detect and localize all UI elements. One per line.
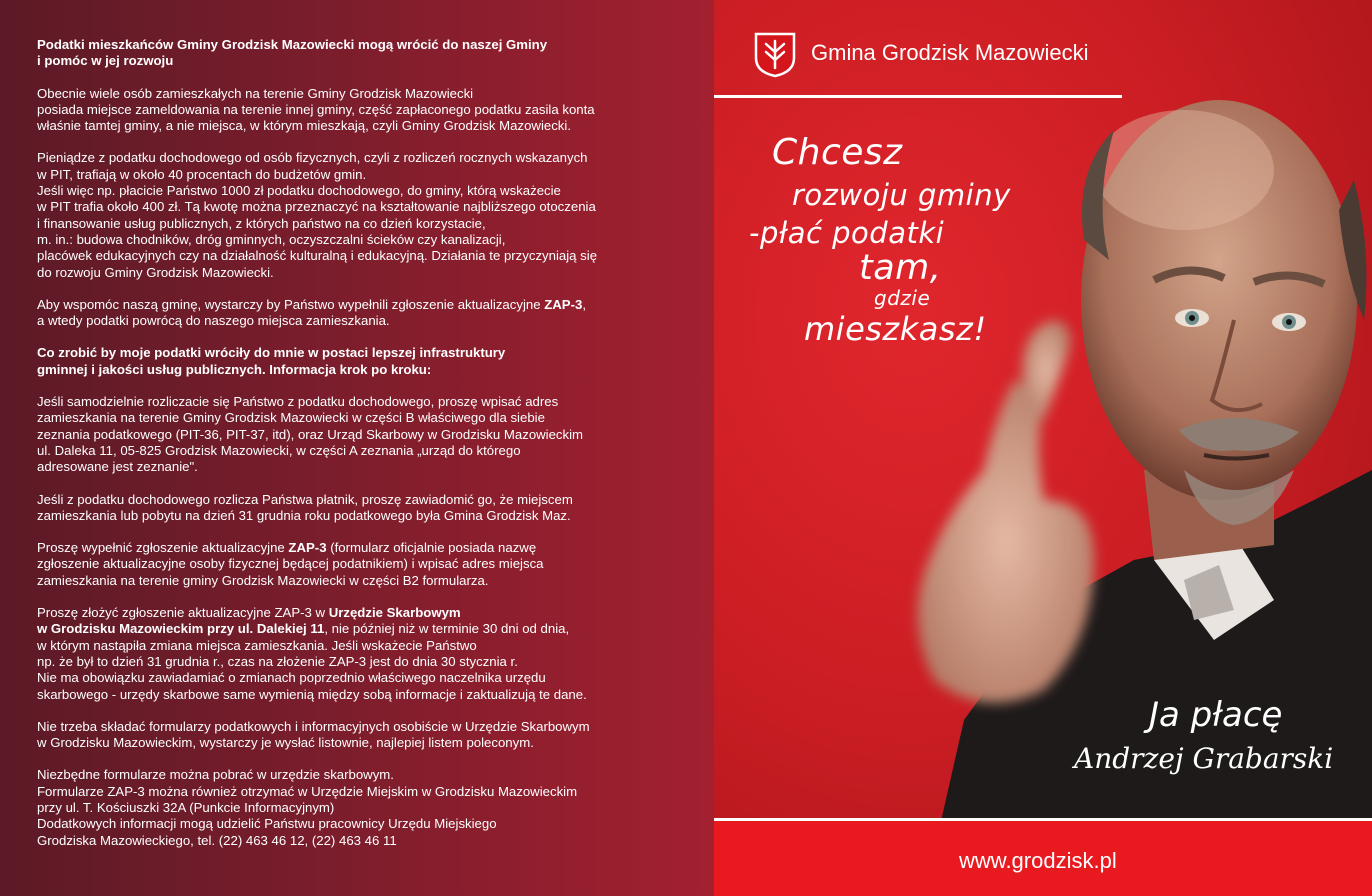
- slogan-line: tam,: [859, 248, 942, 288]
- text-line: zamieszkania lub pobytu na dzień 31 grudnia roku podatkowego była Gmina Grodzisk Maz.: [37, 507, 571, 523]
- paragraph-forms: [37, 767, 687, 848]
- text-line: Pieniądze z podatku dochodowego od osób fizycznych, czyli z rozliczeń rocznych wskazanych: [37, 150, 588, 166]
- slogan-line: mieszkasz!: [804, 310, 987, 348]
- website-link[interactable]: www.grodzisk.pl: [959, 848, 1117, 873]
- text-fragment: , nie później niż w terminie 30 dni od dnia,: [324, 621, 570, 637]
- tax-info-text: [37, 37, 687, 865]
- text-line: zgłoszenie aktualizacyjne osoby fizycznej będącej podatnikiem) i wpisać adres miejsca: [37, 556, 544, 572]
- slogan-line: rozwoju gminy: [792, 178, 1011, 212]
- address-emphasis: w Grodzisku Mazowieckim przy ul. Dalekiej 11: [37, 621, 325, 637]
- text-line: np. że był to dzień 31 grudnia r., czas na złożenie ZAP-3 jest do dnia 30 stycznia r.: [37, 653, 518, 669]
- zap3-emphasis: ZAP-3: [544, 296, 583, 312]
- text-line: Aby wspomóc naszą gminę, wystarczy by Państwo wypełnili zgłoszenie aktualizacyjne: [37, 296, 545, 312]
- text-line: Grodziska Mazowieckiego, tel. (22) 463 46 12, (22) 463 46 11: [37, 832, 397, 848]
- slogan-line: gdzie: [874, 286, 931, 310]
- text-line: Jeśli z podatku dochodowego rozlicza Państwa płatnik, proszę zawiadomić go, że miejscem: [37, 491, 573, 507]
- municipal-coat-of-arms-icon: [754, 32, 796, 78]
- slogan-line: Chcesz: [772, 132, 903, 173]
- text-line: Proszę złożyć zgłoszenie aktualizacyjne ZAP-3 w: [37, 605, 329, 621]
- text-line: placówek edukacyjnych czy na działalność kulturalną i edukacyjną. Działania te przyczyniają się: [37, 248, 598, 264]
- text-line: zeznania podatkowego (PIT-36, PIT-37, itd), oraz Urząd Skarbowy w Grodzisku Mazowieckim: [37, 426, 584, 442]
- campaign-poster: [714, 0, 1372, 896]
- text-line: ul. Daleka 11, 05-825 Grodzisk Mazowiecki, w części A zeznania „urząd do którego: [37, 442, 521, 458]
- text-line: a wtedy podatki powrócą do naszego miejsca zamieszkania.: [37, 313, 390, 329]
- text-line: skarbowego - urzędy skarbowe same wymienią między sobą informacje i zaktualizują te dane.: [37, 686, 587, 702]
- text-line: Jeśli więc np. płacicie Państwo 1000 zł podatku dochodowego, do gminy, którą wskażecie: [37, 183, 561, 199]
- text-line: zamieszkania na terenie gminy Grodzisk Mazowiecki w części B2 formularza.: [37, 572, 489, 588]
- paragraph-income-tax: [37, 150, 687, 280]
- text-line: w którym nastąpiła zmiana miejsca zamieszkania. Jeśli wskażecie Państwo: [37, 637, 477, 653]
- signature: Andrzej Grabarski: [1074, 742, 1334, 775]
- text-line: i finansowanie usług publicznych, z których państwo na co dzień korzystacie,: [37, 215, 486, 231]
- heading-line: gminnej i jakości usług publicznych. Informacja krok po kroku:: [37, 361, 432, 377]
- text-line: do rozwoju Gminy Grodzisk Mazowiecki.: [37, 264, 274, 280]
- text-fragment: (formularz oficjalnie posiada nazwę: [326, 540, 537, 556]
- text-line: Jeśli samodzielnie rozliczacie się Państwo z podatku dochodowego, proszę wpisać adres: [37, 394, 559, 410]
- paragraph-payer: [37, 492, 687, 525]
- text-line: Nie trzeba składać formularzy podatkowych i informacyjnych osobiście w Urzędzie Skarbowym: [37, 718, 590, 734]
- paragraph-residents: [37, 86, 687, 135]
- heading-line: Podatki mieszkańców Gminy Grodzisk Mazowiecki mogą wrócić do naszej Gminy: [37, 37, 548, 52]
- text-line: Formularze ZAP-3 można również otrzymać w Urzędzie Miejskim w Grodzisku Mazowieckim: [37, 783, 578, 799]
- heading-line: i pomóc w jej rozwoju: [37, 53, 174, 69]
- heading-line: Co zrobić by moje podatki wróciły do mnie w postaci lepszej infrastruktury: [37, 345, 506, 361]
- signature-caption: Ja płacę: [1149, 695, 1283, 735]
- text-line: m. in.: budowa chodników, dróg gminnych, oczyszczalni ścieków czy kanalizacji,: [37, 231, 506, 247]
- zap3-emphasis: ZAP-3: [288, 540, 327, 556]
- office-emphasis: Urzędzie Skarbowym: [328, 605, 461, 621]
- text-line: zamieszkania na terenie Gminy Grodzisk Mazowiecki w części B właściwego dla siebie: [37, 410, 545, 426]
- paragraph-fill-form: [37, 540, 687, 589]
- paragraph-self-filing: [37, 394, 687, 475]
- paragraph-mail: [37, 719, 687, 752]
- text-line: adresowane jest zeznanie".: [37, 459, 198, 475]
- text-line: właśnie tamtej gminy, a nie miejsca, w którym mieszkają, czyli Gminy Grodzisk Mazowiecki.: [37, 118, 571, 134]
- header-divider: [714, 95, 1122, 98]
- text-fragment: ,: [582, 296, 586, 312]
- text-line: Obecnie wiele osób zamieszkałych na terenie Gminy Grodzisk Mazowiecki: [37, 85, 474, 101]
- slogan-line: -płać podatki: [749, 216, 945, 250]
- text-line: Proszę wypełnić zgłoszenie aktualizacyjne: [37, 540, 289, 556]
- text-line: Dodatkowych informacji mogą udzielić Państwu pracownicy Urzędu Miejskiego: [37, 816, 497, 832]
- text-line: w PIT, trafiają w około 40 procentach do budżetów gmin.: [37, 166, 367, 182]
- text-line: w Grodzisku Mazowieckim, wystarczy je wysłać listownie, najlepiej listem poleconym.: [37, 735, 534, 751]
- paragraph-zap3: [37, 297, 687, 330]
- text-line: Nie ma obowiązku zawiadamiać o zmianach poprzednio właściwego naczelnika urzędu: [37, 670, 546, 686]
- municipality-name: Gmina Grodzisk Mazowiecki: [811, 40, 1089, 65]
- intro-heading: [37, 37, 687, 70]
- text-line: przy ul. T. Kościuszki 32A (Punkcie Informacyjnym): [37, 799, 335, 815]
- steps-heading: [37, 345, 687, 378]
- text-line: w PIT trafia około 400 zł. Tą kwotę można przeznaczyć na kształtowanie najbliższego otoczenia: [37, 199, 596, 215]
- text-line: Niezbędne formularze można pobrać w urzędzie skarbowym.: [37, 767, 394, 783]
- text-line: posiada miejsce zameldowania na terenie innej gminy, część zapłaconego podatku zasila konta: [37, 101, 595, 117]
- paragraph-submit: [37, 605, 687, 703]
